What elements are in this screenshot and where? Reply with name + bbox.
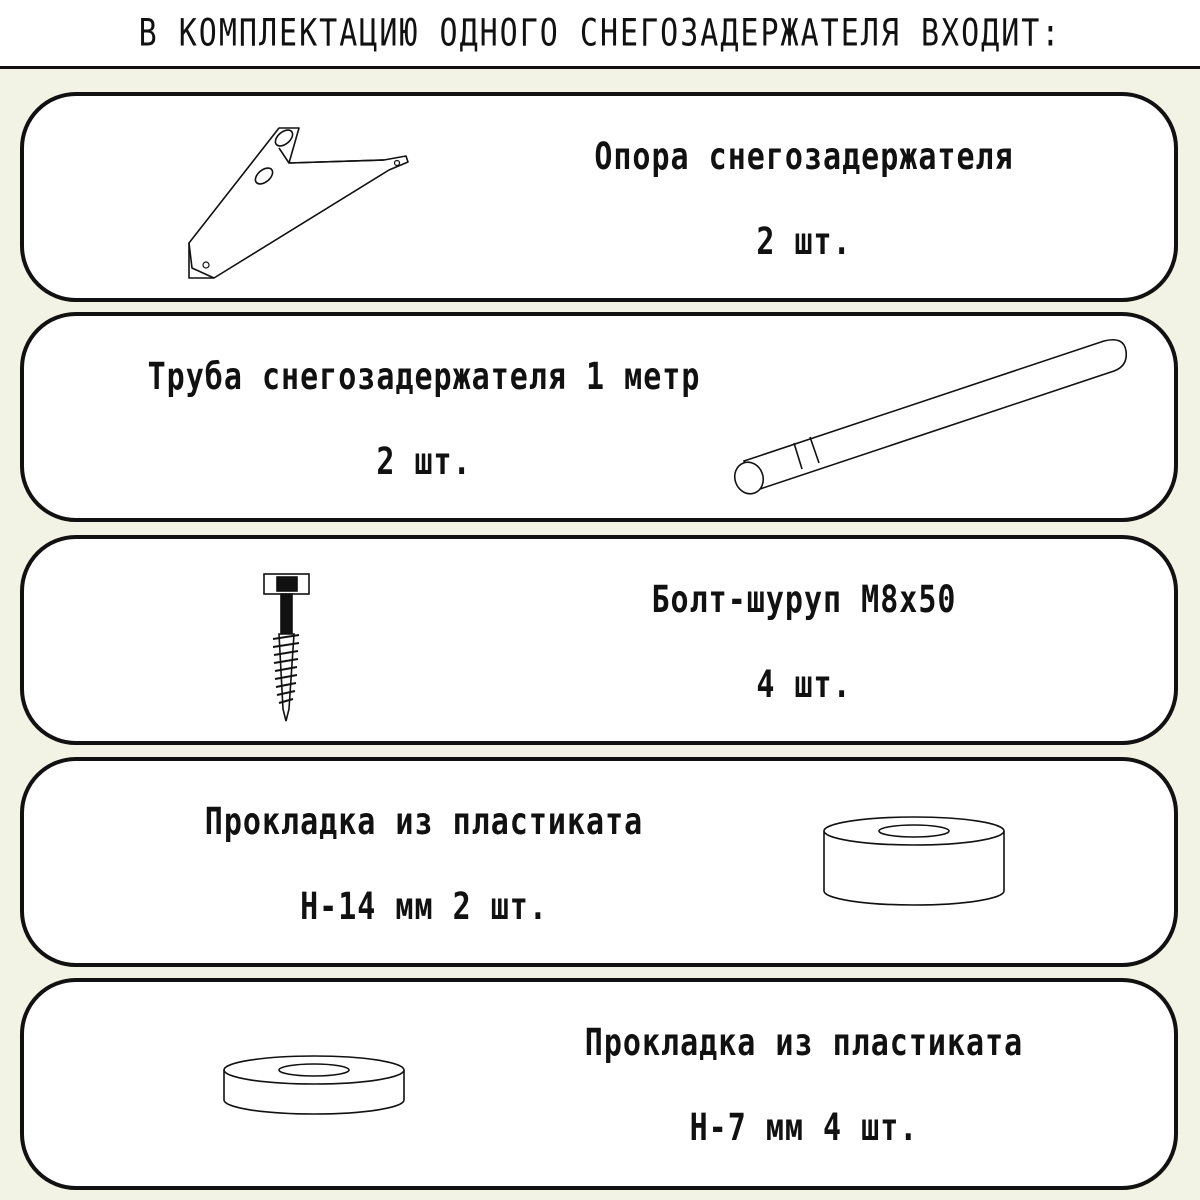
page-title: В КОМПЛЕКТАЦИЮ ОДНОГО СНЕГОЗАДЕРЖАТЕЛЯ ВХОДИТ:: [138, 11, 1062, 55]
item-text: [504, 1001, 1104, 1171]
item-card-pipe: [20, 312, 1178, 522]
item-text: [504, 558, 1104, 728]
item-quantity: 2 шт.: [376, 440, 472, 484]
item-text: [124, 780, 724, 950]
item-text: [84, 335, 764, 505]
bracket-icon: [184, 118, 424, 288]
item-card-thin-gasket: [20, 978, 1178, 1190]
item-card-screw: [20, 535, 1178, 745]
thin-gasket-icon: [219, 1052, 419, 1132]
item-quantity: 4 шт.: [756, 663, 852, 707]
item-quantity: Н-14 мм 2 шт.: [300, 885, 548, 929]
item-name: Прокладка из пластиката: [584, 1021, 1024, 1065]
item-quantity: 2 шт.: [756, 220, 852, 264]
item-name: Болт-шуруп М8х50: [651, 578, 957, 622]
item-card-bracket: [20, 92, 1178, 302]
screw-icon: [259, 569, 319, 729]
thick-gasket-icon: [819, 813, 1019, 913]
item-quantity: Н-7 мм 4 шт.: [689, 1106, 919, 1150]
item-name: Прокладка из пластиката: [204, 800, 644, 844]
pipe-icon: [724, 331, 1144, 501]
item-name: Труба снегозадержателя 1 метр: [147, 355, 701, 399]
item-text: [504, 115, 1104, 285]
header-bar: [0, 0, 1200, 69]
item-card-thick-gasket: [20, 757, 1178, 967]
item-name: Опора снегозадержателя: [594, 135, 1014, 179]
